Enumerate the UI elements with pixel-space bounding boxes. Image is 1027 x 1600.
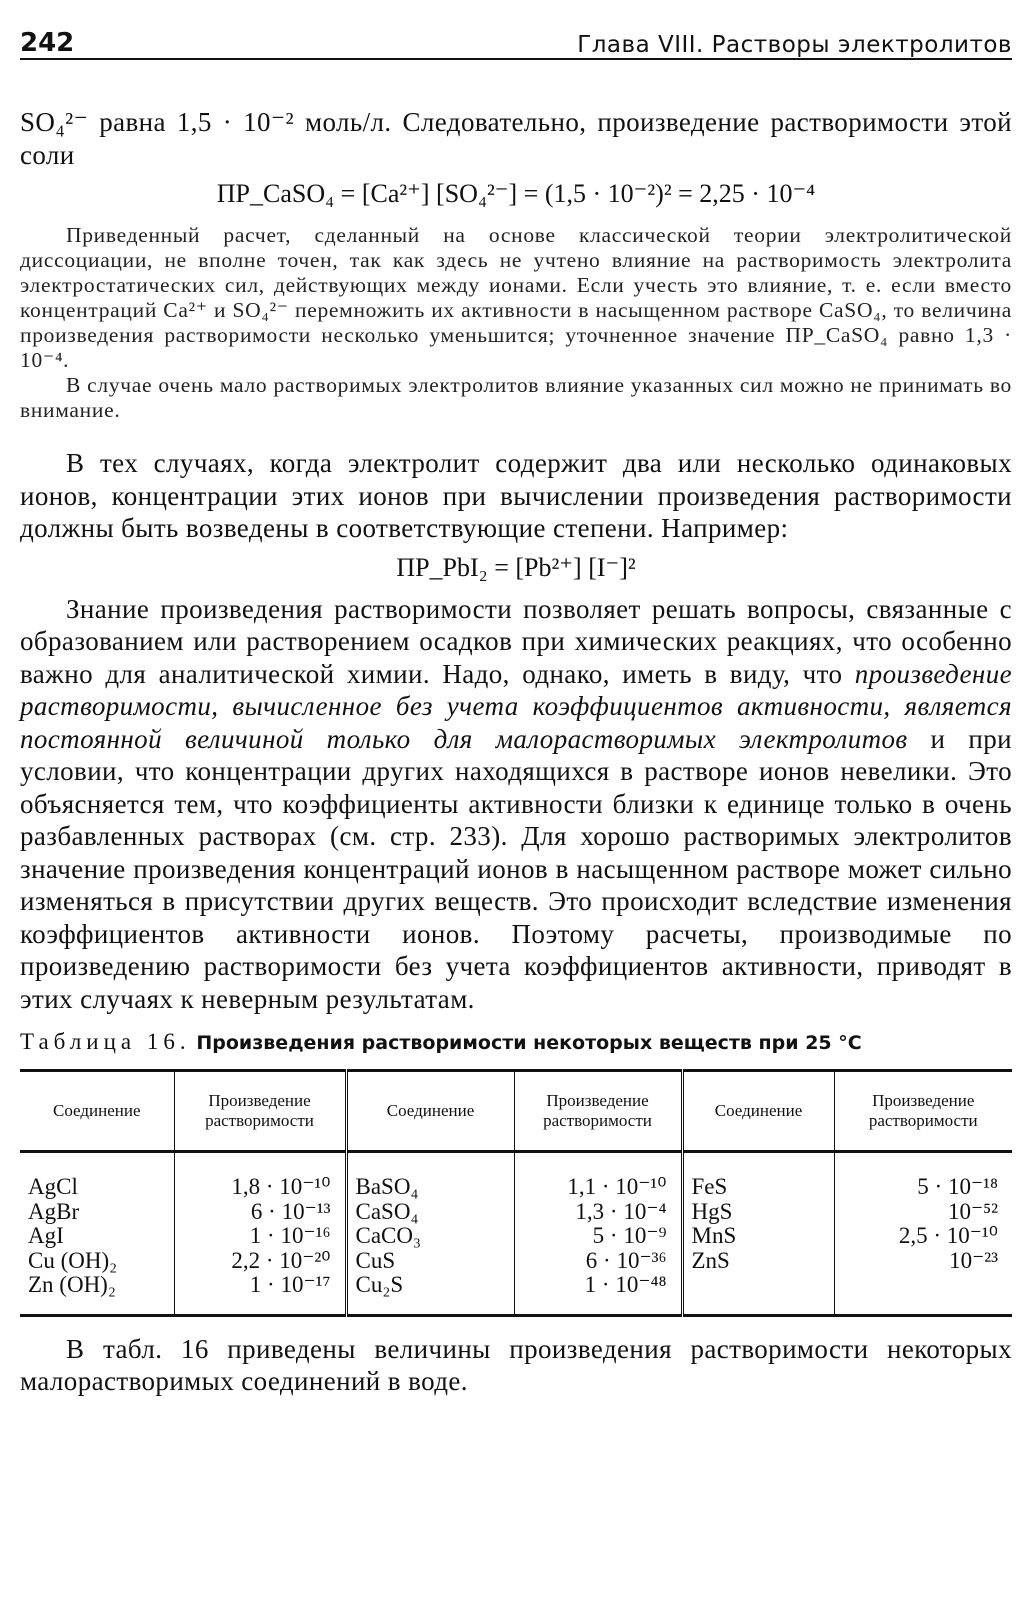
- paragraph-2: В тех случаях, когда электролит содержит два или несколько одинаковых ионов, концентрации этих ионов при вычислении произведения растворимости должны быть возведены в соответствующие степени. Например:: [20, 448, 1012, 543]
- compound-cell: BaSO₄: [355, 1174, 419, 1199]
- value-cell: 1 · 10⁻¹⁶: [249, 1223, 331, 1248]
- values-col-1: [174, 1152, 346, 1316]
- value-cell: 5 · 10⁻¹⁸: [917, 1174, 998, 1199]
- paragraph-3-italic: произведение растворимости, вычисленное без учета коэффициентов активности, является постоянной величиной только для малорастворимых электролитов: [20, 658, 1012, 754]
- header-compound: Соединение: [346, 1071, 514, 1152]
- compound-cell: CaCO₃: [355, 1223, 422, 1248]
- compound-cell: CaSO₄: [355, 1198, 419, 1224]
- main-text: [20, 106, 1012, 171]
- header-product: Произведение растворимости: [514, 1071, 682, 1152]
- page: [20, 18, 1012, 1398]
- value-cell: 1,3 · 10⁻⁴: [575, 1198, 667, 1224]
- value-cell: 6 · 10⁻¹³: [250, 1198, 331, 1224]
- compound-cell: HgS: [691, 1198, 733, 1224]
- compound-cell: MnS: [691, 1223, 737, 1248]
- formula-pbi2: ПР_PbI₂ = [Pb²⁺] [I⁻]²: [396, 552, 636, 582]
- values-col-2: [514, 1152, 682, 1316]
- value-cell: 1,8 · 10⁻¹⁰: [231, 1174, 331, 1199]
- formula-caso4: ПР_CaSO₄ = [Ca²⁺] [SO₄²⁻] = (1,5 · 10⁻²)² = 2,25 · 10⁻⁴: [216, 179, 816, 208]
- main-text-3: [20, 593, 1012, 1016]
- table-body-row: [20, 1152, 1012, 1316]
- paragraph-3-end: и при условии, что концентрации других находящихся в растворе ионов невелики. Это объясняется тем, что коэффициенты активности близки к единице только в очень разбавленных растворах (см. стр. 233). Для хорошо растворимых электролитов значение произведения концентраций ионов в насыщенном растворе может сильно изменяться в присутствии других веществ. Это происходит вследствие изменения коэффициентов активности ионов. Поэтому расчеты, производимые по произведению растворимости без учета коэффициентов активности, приводят в этих случаях к неверным результатам.: [20, 723, 1013, 1014]
- paragraph-1: SO₄²⁻ равна 1,5 · 10⁻² моль/л. Следовательно, произведение растворимости этой соли: [20, 107, 1012, 170]
- value-cell: 5 · 10⁻⁹: [592, 1223, 667, 1248]
- value-cell: 1,1 · 10⁻¹⁰: [567, 1174, 667, 1199]
- compound-cell: AgCl: [28, 1174, 78, 1199]
- note-block: [20, 223, 1012, 423]
- compounds-col-3: [682, 1152, 834, 1316]
- value-cell: 6 · 10⁻³⁶: [585, 1247, 667, 1273]
- value-cell: 10⁻⁵²: [947, 1198, 998, 1224]
- header-compound: Соединение: [682, 1071, 834, 1152]
- compound-cell: ZnS: [691, 1247, 730, 1273]
- note-2: В случае очень мало растворимых электролитов влияние указанных сил можно не принимать во внимание.: [20, 373, 1012, 422]
- compound-cell: AgI: [28, 1223, 64, 1248]
- page-number: 242: [20, 28, 75, 58]
- table-header-row: [20, 1071, 1012, 1152]
- compound-cell: CuS: [355, 1247, 396, 1273]
- running-title: Глава VIII. Растворы электролитов: [577, 32, 1012, 58]
- compound-cell: Zn (OH)₂: [28, 1272, 116, 1297]
- value-cell: 2,2 · 10⁻²⁰: [231, 1247, 331, 1273]
- value-cell: 10⁻²³: [949, 1247, 998, 1273]
- compound-cell: AgBr: [28, 1198, 80, 1224]
- compounds-col-1: [20, 1152, 174, 1316]
- main-text-4: [20, 1333, 1012, 1398]
- compound-cell: Cu (OH)₂: [28, 1247, 118, 1273]
- compounds-col-2: [346, 1152, 514, 1316]
- note-1: Приведенный расчет, сделанный на основе классической теории электролитической диссоциации, не вполне точен, так как здесь не учтено влияние на растворимость электролита электростатических сил, действующих между ионами. Если учесть это влияние, т. е. если вместо концентраций Ca²⁺ и SO₄²⁻ перемножить их активности в насыщенном растворе CaSO₄, то величина произведения растворимости несколько уменьшится; уточненное значение ПР_CaSO₄ равно 1,3 · 10⁻⁴.: [20, 223, 1012, 372]
- paragraph-3: [20, 593, 1012, 1016]
- values-col-3: [834, 1152, 1012, 1316]
- value-cell: 1 · 10⁻¹⁷: [249, 1272, 331, 1297]
- paragraph-3-start: Знание произведения растворимости позволяет решать вопросы, связанные с образованием или растворением осадков при химических реакциях, что особенно важно для аналитической химии. Надо, однако, иметь в виду, что: [20, 593, 1012, 689]
- value-cell: 2,5 · 10⁻¹⁰: [898, 1223, 998, 1248]
- main-text-2: [20, 447, 1012, 545]
- compound-cell: Cu₂S: [355, 1272, 404, 1297]
- table-title: Произведения растворимости некоторых веществ при 25 °C: [196, 1032, 862, 1054]
- paragraph-4: В табл. 16 приведены величины произведения растворимости некоторых малорастворимых соединений в воде.: [20, 1333, 1012, 1396]
- header-product: Произведение растворимости: [834, 1071, 1012, 1152]
- header-compound: Соединение: [20, 1071, 174, 1152]
- table-caption: [20, 1029, 1012, 1055]
- page-header: [20, 18, 1012, 60]
- table-label: Таблица 16.: [20, 1029, 191, 1054]
- solubility-table: [20, 1069, 1012, 1317]
- compound-cell: FeS: [691, 1174, 728, 1199]
- value-cell: 1 · 10⁻⁴⁸: [584, 1272, 667, 1297]
- header-product: Произведение растворимости: [174, 1071, 346, 1152]
